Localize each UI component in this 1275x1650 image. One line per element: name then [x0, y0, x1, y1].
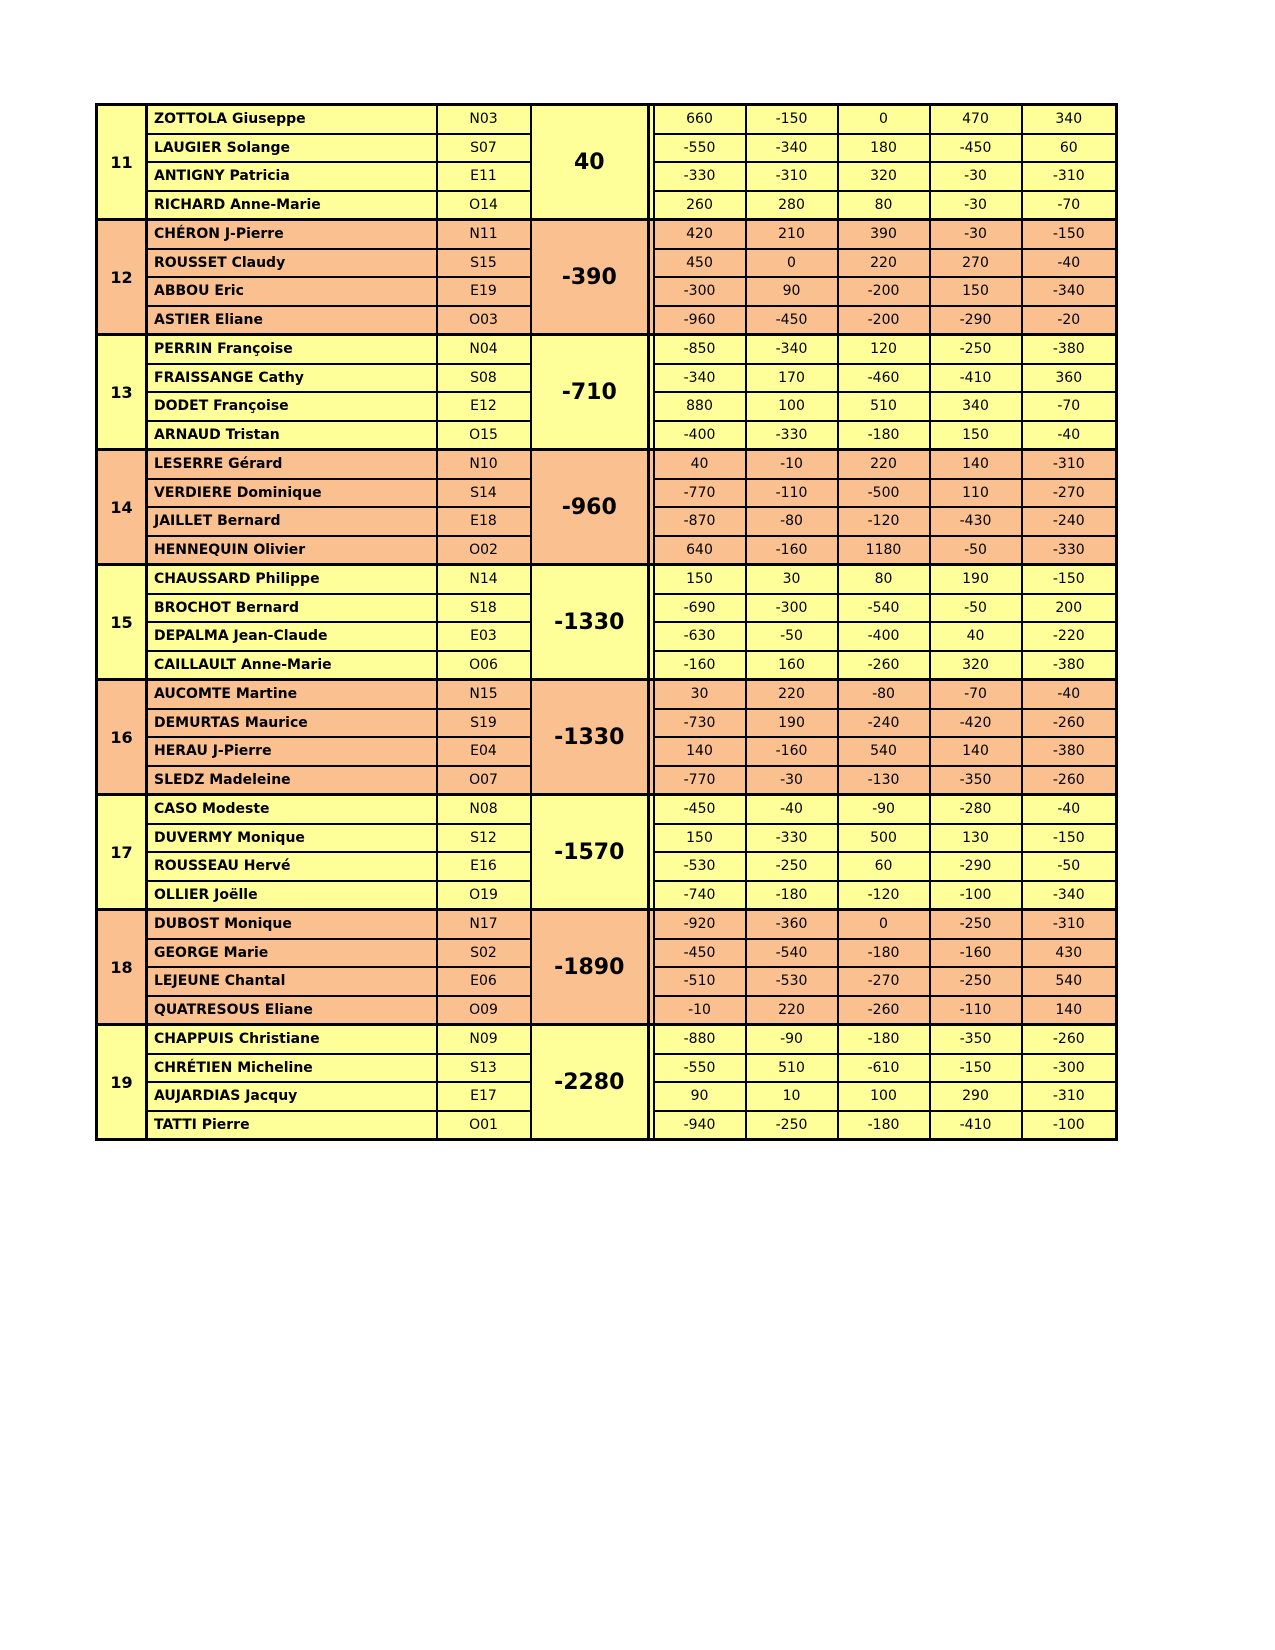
player-code-cell: S12	[437, 824, 531, 853]
score-cell: -260	[1022, 1025, 1117, 1054]
player-code-cell: S14	[437, 479, 531, 508]
player-code-cell: E12	[437, 392, 531, 421]
score-cell: -870	[654, 507, 746, 536]
player-code-cell: N04	[437, 335, 531, 364]
score-cell: -350	[930, 766, 1022, 795]
score-cell: -100	[1022, 1111, 1117, 1140]
score-cell: 140	[930, 737, 1022, 766]
player-name-cell: CHAUSSARD Philippe	[147, 565, 437, 594]
player-code-cell: E06	[437, 967, 531, 996]
score-cell: 390	[838, 220, 930, 249]
score-cell: 360	[1022, 364, 1117, 393]
player-code-cell: E19	[437, 277, 531, 306]
score-cell: -530	[654, 852, 746, 881]
player-name-cell: VERDIERE Dominique	[147, 479, 437, 508]
score-cell: -180	[838, 1025, 930, 1054]
score-cell: -250	[930, 967, 1022, 996]
player-name-cell: DUVERMY Monique	[147, 824, 437, 853]
score-cell: 290	[930, 1082, 1022, 1111]
score-cell: -160	[746, 536, 838, 565]
player-row	[97, 220, 1117, 249]
player-name-cell: ROUSSET Claudy	[147, 249, 437, 278]
score-cell: -610	[838, 1054, 930, 1083]
score-cell: -410	[930, 364, 1022, 393]
player-code-cell: S02	[437, 939, 531, 968]
score-cell: 140	[1022, 996, 1117, 1025]
player-name-cell: PERRIN Françoise	[147, 335, 437, 364]
player-code-cell: S08	[437, 364, 531, 393]
player-code-cell: O03	[437, 306, 531, 335]
score-cell: -270	[1022, 479, 1117, 508]
score-cell: -380	[1022, 651, 1117, 680]
player-row	[97, 105, 1117, 134]
score-cell: -100	[930, 881, 1022, 910]
score-cell: -300	[1022, 1054, 1117, 1083]
score-cell: -330	[746, 824, 838, 853]
player-name-cell: ASTIER Eliane	[147, 306, 437, 335]
score-cell: -450	[930, 134, 1022, 163]
score-cell: -270	[838, 967, 930, 996]
player-row	[97, 335, 1117, 364]
player-name-cell: ABBOU Eric	[147, 277, 437, 306]
score-cell: -290	[930, 306, 1022, 335]
score-cell: 220	[746, 996, 838, 1025]
score-cell: -450	[654, 939, 746, 968]
score-cell: -40	[1022, 421, 1117, 450]
rank-cell: 15	[97, 565, 147, 680]
score-cell: -530	[746, 967, 838, 996]
player-name-cell: HENNEQUIN Olivier	[147, 536, 437, 565]
player-code-cell: O06	[437, 651, 531, 680]
score-cell: 880	[654, 392, 746, 421]
score-cell: -180	[746, 881, 838, 910]
score-cell: 340	[930, 392, 1022, 421]
player-code-cell: S07	[437, 134, 531, 163]
player-name-cell: HERAU J-Pierre	[147, 737, 437, 766]
score-cell: 500	[838, 824, 930, 853]
player-row	[97, 565, 1117, 594]
score-cell: -110	[930, 996, 1022, 1025]
score-cell: -200	[838, 277, 930, 306]
player-code-cell: N03	[437, 105, 531, 134]
player-row	[97, 795, 1117, 824]
player-name-cell: ZOTTOLA Giuseppe	[147, 105, 437, 134]
player-name-cell: QUATRESOUS Eliane	[147, 996, 437, 1025]
score-cell: -550	[654, 1054, 746, 1083]
score-cell: -540	[746, 939, 838, 968]
score-cell: 80	[838, 565, 930, 594]
score-cell: 190	[930, 565, 1022, 594]
score-cell: -300	[654, 277, 746, 306]
score-cell: 0	[746, 249, 838, 278]
player-name-cell: CASO Modeste	[147, 795, 437, 824]
score-cell: -40	[1022, 680, 1117, 709]
score-cell: -110	[746, 479, 838, 508]
score-cell: -90	[746, 1025, 838, 1054]
player-code-cell: E11	[437, 162, 531, 191]
score-cell: -120	[838, 507, 930, 536]
score-cell: 510	[746, 1054, 838, 1083]
score-cell: 110	[930, 479, 1022, 508]
player-name-cell: AUCOMTE Martine	[147, 680, 437, 709]
score-cell: 30	[746, 565, 838, 594]
player-name-cell: OLLIER Joëlle	[147, 881, 437, 910]
score-cell: 140	[654, 737, 746, 766]
total-score-cell: -1330	[531, 565, 649, 680]
score-cell: 120	[838, 335, 930, 364]
score-cell: 190	[746, 709, 838, 738]
score-cell: 270	[930, 249, 1022, 278]
score-cell: 210	[746, 220, 838, 249]
player-code-cell: N15	[437, 680, 531, 709]
score-cell: -260	[1022, 766, 1117, 795]
score-cell: 90	[654, 1082, 746, 1111]
score-cell: -160	[930, 939, 1022, 968]
score-cell: -330	[746, 421, 838, 450]
score-cell: -510	[654, 967, 746, 996]
score-cell: -340	[746, 134, 838, 163]
player-name-cell: RICHARD Anne-Marie	[147, 191, 437, 220]
rank-cell: 11	[97, 105, 147, 220]
score-cell: -330	[1022, 536, 1117, 565]
player-name-cell: GEORGE Marie	[147, 939, 437, 968]
score-cell: 420	[654, 220, 746, 249]
rank-cell: 16	[97, 680, 147, 795]
player-name-cell: TATTI Pierre	[147, 1111, 437, 1140]
score-cell: 510	[838, 392, 930, 421]
player-name-cell: DUBOST Monique	[147, 910, 437, 939]
score-cell: -150	[930, 1054, 1022, 1083]
player-code-cell: S15	[437, 249, 531, 278]
score-cell: 470	[930, 105, 1022, 134]
score-cell: -940	[654, 1111, 746, 1140]
score-cell: 150	[930, 421, 1022, 450]
score-cell: -920	[654, 910, 746, 939]
score-cell: -40	[1022, 249, 1117, 278]
player-name-cell: JAILLET Bernard	[147, 507, 437, 536]
player-name-cell: BROCHOT Bernard	[147, 594, 437, 623]
score-cell: 150	[654, 824, 746, 853]
score-cell: 60	[838, 852, 930, 881]
score-cell: 450	[654, 249, 746, 278]
player-code-cell: E16	[437, 852, 531, 881]
score-cell: 150	[654, 565, 746, 594]
score-cell: -360	[746, 910, 838, 939]
score-cell: -180	[838, 939, 930, 968]
rank-cell: 12	[97, 220, 147, 335]
score-cell: 10	[746, 1082, 838, 1111]
player-name-cell: LAUGIER Solange	[147, 134, 437, 163]
player-code-cell: N08	[437, 795, 531, 824]
score-cell: -50	[930, 594, 1022, 623]
score-cell: 220	[746, 680, 838, 709]
player-row	[97, 910, 1117, 939]
score-cell: -200	[838, 306, 930, 335]
score-cell: 150	[930, 277, 1022, 306]
rank-cell: 13	[97, 335, 147, 450]
score-cell: 220	[838, 450, 930, 479]
score-cell: -40	[1022, 795, 1117, 824]
player-code-cell: E18	[437, 507, 531, 536]
player-name-cell: AUJARDIAS Jacquy	[147, 1082, 437, 1111]
player-code-cell: N10	[437, 450, 531, 479]
total-score-cell: -1890	[531, 910, 649, 1025]
score-cell: -10	[746, 450, 838, 479]
score-cell: -850	[654, 335, 746, 364]
score-cell: -340	[1022, 881, 1117, 910]
score-cell: -540	[838, 594, 930, 623]
score-cell: -450	[746, 306, 838, 335]
score-cell: -90	[838, 795, 930, 824]
player-code-cell: O15	[437, 421, 531, 450]
score-cell: 40	[930, 622, 1022, 651]
score-cell: 640	[654, 536, 746, 565]
rank-cell: 18	[97, 910, 147, 1025]
score-cell: -420	[930, 709, 1022, 738]
score-cell: -310	[1022, 910, 1117, 939]
score-cell: -260	[838, 996, 930, 1025]
player-code-cell: O02	[437, 536, 531, 565]
score-cell: 40	[654, 450, 746, 479]
score-cell: -70	[1022, 191, 1117, 220]
player-name-cell: ARNAUD Tristan	[147, 421, 437, 450]
score-cell: -30	[930, 220, 1022, 249]
player-code-cell: E17	[437, 1082, 531, 1111]
score-cell: -70	[930, 680, 1022, 709]
score-cell: -310	[746, 162, 838, 191]
score-cell: 0	[838, 105, 930, 134]
score-cell: -30	[930, 191, 1022, 220]
rank-cell: 14	[97, 450, 147, 565]
player-code-cell: N09	[437, 1025, 531, 1054]
score-cell: 90	[746, 277, 838, 306]
score-cell: 1180	[838, 536, 930, 565]
score-cell: 100	[838, 1082, 930, 1111]
score-cell: 140	[930, 450, 1022, 479]
player-code-cell: O19	[437, 881, 531, 910]
player-name-cell: ROUSSEAU Hervé	[147, 852, 437, 881]
player-code-cell: S18	[437, 594, 531, 623]
player-name-cell: DEPALMA Jean-Claude	[147, 622, 437, 651]
score-cell: 180	[838, 134, 930, 163]
score-cell: -380	[1022, 737, 1117, 766]
player-name-cell: ANTIGNY Patricia	[147, 162, 437, 191]
score-cell: 260	[654, 191, 746, 220]
score-cell: -770	[654, 766, 746, 795]
player-name-cell: DEMURTAS Maurice	[147, 709, 437, 738]
score-cell: -630	[654, 622, 746, 651]
player-code-cell: N17	[437, 910, 531, 939]
score-cell: -160	[654, 651, 746, 680]
score-cell: -280	[930, 795, 1022, 824]
score-cell: -70	[1022, 392, 1117, 421]
score-cell: -240	[1022, 507, 1117, 536]
score-cell: 430	[1022, 939, 1117, 968]
total-score-cell: -390	[531, 220, 649, 335]
score-cell: -350	[930, 1025, 1022, 1054]
score-cell: -120	[838, 881, 930, 910]
score-cell: -690	[654, 594, 746, 623]
score-cell: -380	[1022, 335, 1117, 364]
score-cell: 320	[838, 162, 930, 191]
player-code-cell: S13	[437, 1054, 531, 1083]
total-score-cell: -2280	[531, 1025, 649, 1140]
score-cell: -150	[1022, 565, 1117, 594]
player-row	[97, 1025, 1117, 1054]
score-cell: -340	[746, 335, 838, 364]
score-cell: -960	[654, 306, 746, 335]
score-cell: -30	[930, 162, 1022, 191]
player-row	[97, 680, 1117, 709]
score-cell: 280	[746, 191, 838, 220]
score-cell: 30	[654, 680, 746, 709]
score-cell: -400	[654, 421, 746, 450]
player-code-cell: O09	[437, 996, 531, 1025]
score-cell: 200	[1022, 594, 1117, 623]
total-score-cell: 40	[531, 105, 649, 220]
score-cell: -150	[1022, 220, 1117, 249]
score-cell: -50	[930, 536, 1022, 565]
score-cell: 660	[654, 105, 746, 134]
player-name-cell: CHAPPUIS Christiane	[147, 1025, 437, 1054]
score-cell: -50	[1022, 852, 1117, 881]
rank-cell: 19	[97, 1025, 147, 1140]
score-cell: 130	[930, 824, 1022, 853]
score-cell: -500	[838, 479, 930, 508]
score-cell: 320	[930, 651, 1022, 680]
score-cell: 100	[746, 392, 838, 421]
score-cell: -150	[1022, 824, 1117, 853]
score-cell: -250	[930, 910, 1022, 939]
score-cell: -80	[838, 680, 930, 709]
score-cell: -310	[1022, 162, 1117, 191]
player-name-cell: LESERRE Gérard	[147, 450, 437, 479]
score-cell: 540	[1022, 967, 1117, 996]
score-cell: -880	[654, 1025, 746, 1054]
score-cell: -150	[746, 105, 838, 134]
player-code-cell: E03	[437, 622, 531, 651]
score-cell: -20	[1022, 306, 1117, 335]
score-cell: -730	[654, 709, 746, 738]
score-cell: -160	[746, 737, 838, 766]
score-cell: -220	[1022, 622, 1117, 651]
score-cell: -80	[746, 507, 838, 536]
score-cell: -40	[746, 795, 838, 824]
score-cell: -300	[746, 594, 838, 623]
player-name-cell: CAILLAULT Anne-Marie	[147, 651, 437, 680]
score-cell: -740	[654, 881, 746, 910]
score-cell: -50	[746, 622, 838, 651]
score-cell: 160	[746, 651, 838, 680]
score-cell: -550	[654, 134, 746, 163]
player-name-cell: CHÉRON J-Pierre	[147, 220, 437, 249]
player-code-cell: E04	[437, 737, 531, 766]
score-cell: -310	[1022, 450, 1117, 479]
score-cell: 0	[838, 910, 930, 939]
score-cell: 80	[838, 191, 930, 220]
player-row	[97, 450, 1117, 479]
score-cell: -260	[838, 651, 930, 680]
score-cell: -400	[838, 622, 930, 651]
score-cell: 540	[838, 737, 930, 766]
player-name-cell: SLEDZ Madeleine	[147, 766, 437, 795]
total-score-cell: -1330	[531, 680, 649, 795]
score-cell: -460	[838, 364, 930, 393]
total-score-cell: -710	[531, 335, 649, 450]
player-code-cell: N14	[437, 565, 531, 594]
score-cell: -180	[838, 1111, 930, 1140]
rank-cell: 17	[97, 795, 147, 910]
player-name-cell: LEJEUNE Chantal	[147, 967, 437, 996]
score-cell: -340	[1022, 277, 1117, 306]
score-cell: -30	[746, 766, 838, 795]
player-code-cell: N11	[437, 220, 531, 249]
player-name-cell: DODET Françoise	[147, 392, 437, 421]
results-table	[95, 103, 1118, 1141]
score-cell: -130	[838, 766, 930, 795]
score-cell: -430	[930, 507, 1022, 536]
score-cell: -310	[1022, 1082, 1117, 1111]
score-cell: -770	[654, 479, 746, 508]
score-cell: -250	[746, 1111, 838, 1140]
score-cell: -260	[1022, 709, 1117, 738]
player-code-cell: O01	[437, 1111, 531, 1140]
score-cell: -340	[654, 364, 746, 393]
score-cell: -250	[746, 852, 838, 881]
score-cell: 340	[1022, 105, 1117, 134]
score-cell: -250	[930, 335, 1022, 364]
score-cell: -240	[838, 709, 930, 738]
player-name-cell: FRAISSANGE Cathy	[147, 364, 437, 393]
score-cell: -180	[838, 421, 930, 450]
score-cell: -330	[654, 162, 746, 191]
player-code-cell: O07	[437, 766, 531, 795]
score-cell: 220	[838, 249, 930, 278]
score-cell: 60	[1022, 134, 1117, 163]
total-score-cell: -960	[531, 450, 649, 565]
score-cell: -10	[654, 996, 746, 1025]
score-cell: -410	[930, 1111, 1022, 1140]
score-cell: -450	[654, 795, 746, 824]
score-cell: -290	[930, 852, 1022, 881]
player-code-cell: O14	[437, 191, 531, 220]
total-score-cell: -1570	[531, 795, 649, 910]
score-cell: 170	[746, 364, 838, 393]
player-code-cell: S19	[437, 709, 531, 738]
player-name-cell: CHRÉTIEN Micheline	[147, 1054, 437, 1083]
